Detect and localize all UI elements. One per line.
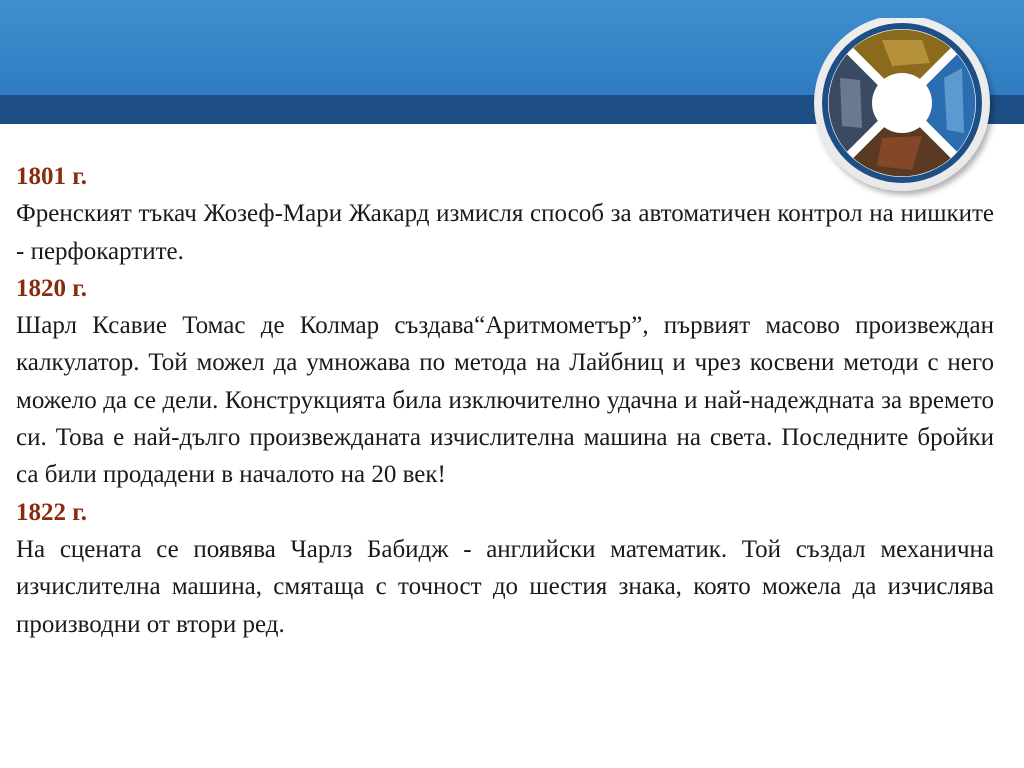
- history-text: [16, 158, 994, 643]
- paragraph-1822: На сцената се появява Чарлз Бабидж - английски математик. Той създал механична изчислителна машина, смятаща с точност до шестия знака, която можела да изчислява производни от втори ред.: [16, 535, 994, 638]
- year-heading-1820: 1820 г.: [16, 274, 88, 302]
- paragraph-1801: Френският тъкач Жозеф-Мари Жакард измисля способ за автоматичен контрол на нишките - перфокартите.: [16, 200, 994, 265]
- year-heading-1801: 1801 г.: [16, 163, 88, 190]
- year-heading-1822: 1822 г.: [16, 498, 88, 526]
- paragraph-1820: Шарл Ксавие Томас де Колмар създава“Аритмометър”, първият масово произвеждан калкулатор. Той можел да умножава по метода на Лайбниц и чрез косвени методи с него можело да се дели. Конструкцията била изключително удачна и най-надеждната за времето си. Това е най-дългo произвежданата изчислителна машина на света. Последните бройки са били продадени в началото на 20 век!: [16, 312, 994, 489]
